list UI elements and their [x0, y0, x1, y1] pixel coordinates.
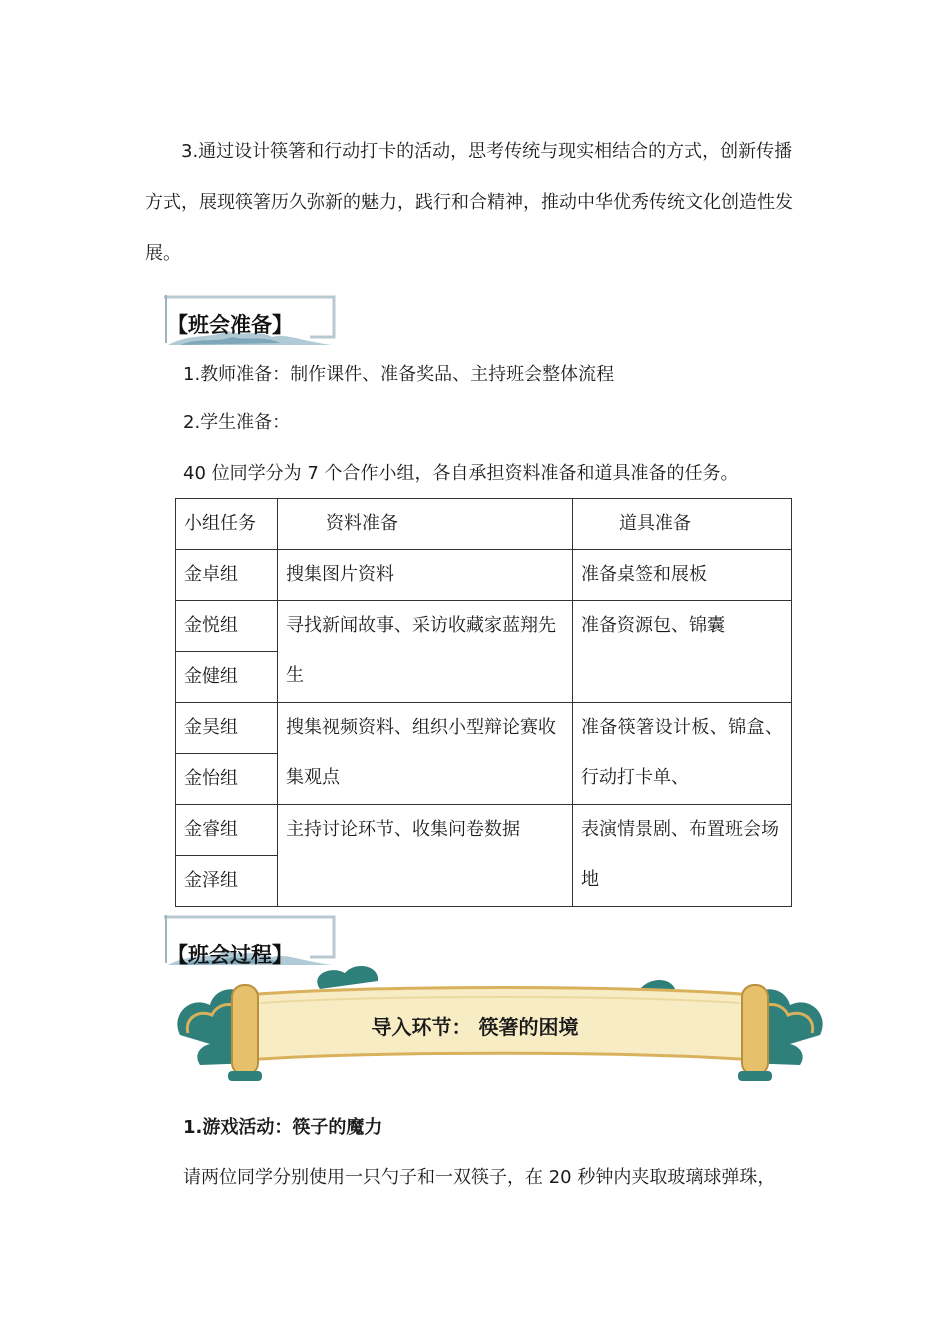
- activity-title: 1.游戏活动：筷子的魔力: [183, 1117, 383, 1138]
- activity-text: 请两位同学分别使用一只勺子和一双筷子，在 20 秒钟内夹取玻璃球弹珠，: [183, 1167, 776, 1188]
- group-cell: 金悦组: [176, 601, 278, 652]
- header-cell: 道具准备: [573, 499, 792, 550]
- task-table: [175, 498, 792, 907]
- group-cell: 金卓组: [176, 550, 278, 601]
- objective-paragraph: 3.通过设计筷箸和行动打卡的活动，思考传统与现实相结合的方式，创新传播方式，展现筷箸历久弥新的魅力，践行和合精神，推动中华优秀传统文化创造性发展。: [145, 141, 793, 264]
- prop-cell: 表演情景剧、布置班会场地: [573, 805, 792, 907]
- section-title-preparation: 【班会准备】: [167, 313, 293, 337]
- table-header-row: [176, 499, 792, 550]
- prop-cell: 准备筷箸设计板、锦盒、行动打卡单、: [573, 703, 792, 805]
- group-cell: 金怡组: [176, 754, 278, 805]
- group-cell: 金睿组: [176, 805, 278, 856]
- prop-cell: 准备桌签和展板: [573, 550, 792, 601]
- header-cell: 资料准备: [278, 499, 573, 550]
- table-row: [176, 805, 792, 856]
- student-prep: 2.学生准备：: [183, 412, 291, 433]
- material-cell: 搜集图片资料: [278, 550, 573, 601]
- group-cell: 金健组: [176, 652, 278, 703]
- section-title-process: 【班会过程】: [167, 943, 293, 967]
- material-cell: 寻找新闻故事、采访收藏家蓝翔先生: [278, 601, 573, 703]
- table-row: [176, 550, 792, 601]
- material-cell: 搜集视频资料、组织小型辩论赛收集观点: [278, 703, 573, 805]
- header-cell: 小组任务: [176, 499, 278, 550]
- scroll-banner-title: 导入环节： 筷箸的困境: [371, 1015, 579, 1039]
- prop-cell: 准备资源包、锦囊: [573, 601, 792, 703]
- table-row: [176, 703, 792, 754]
- group-cell: 金昊组: [176, 703, 278, 754]
- material-cell: 主持讨论环节、收集问卷数据: [278, 805, 573, 907]
- group-description: 40 位同学分为 7 个合作小组，各自承担资料准备和道具准备的任务。: [183, 463, 739, 484]
- teacher-prep: 1.教师准备：制作课件、准备奖品、主持班会整体流程: [183, 364, 615, 385]
- table-row: [176, 601, 792, 652]
- group-cell: 金泽组: [176, 856, 278, 907]
